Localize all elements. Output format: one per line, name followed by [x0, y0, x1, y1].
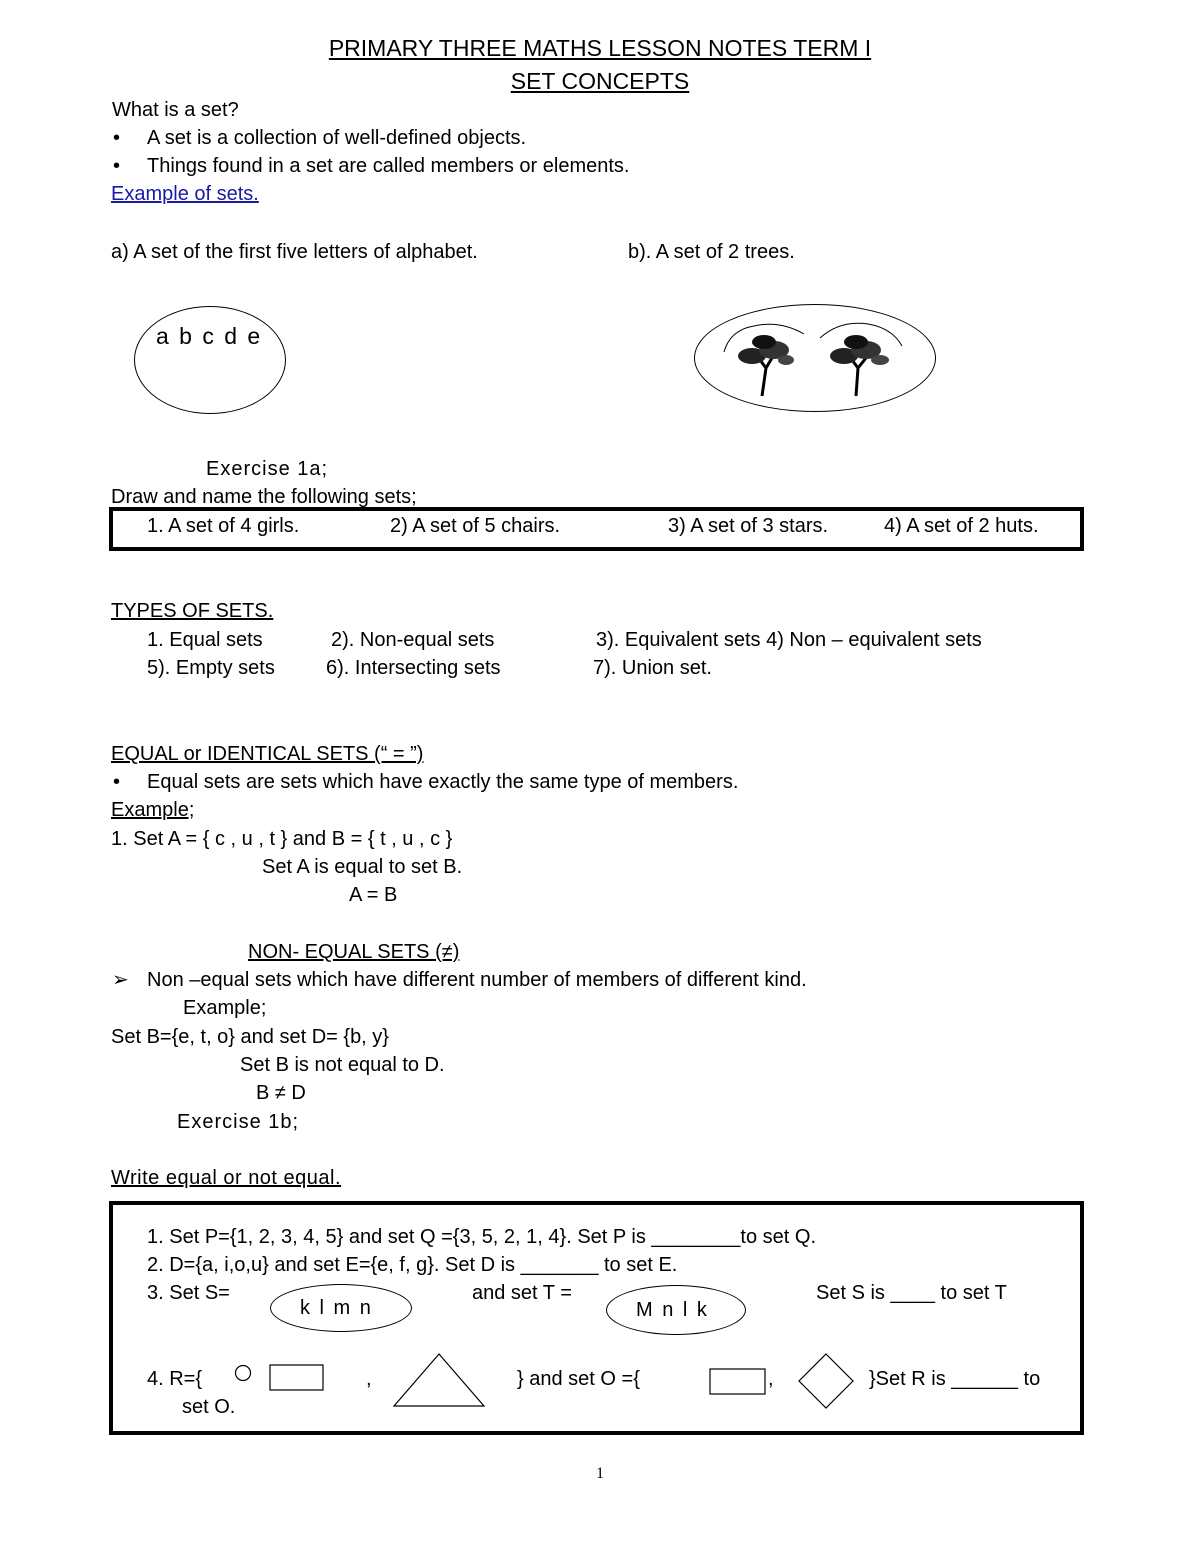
draw-instruction: Draw and name the following sets;	[111, 486, 417, 508]
exercise-question-2: 2. D={a, i,o,u} and set E={e, f, g}. Set D is _______ to set E.	[147, 1254, 678, 1276]
exercise-item: 3) A set of 3 stars.	[668, 515, 829, 537]
nonequal-definition: Non –equal sets which have different number of members of different kind.	[147, 969, 807, 991]
exercise-question-4-mid: } and set O ={	[517, 1368, 640, 1390]
equal-example-line: 1. Set A = { c , u , t } and B = { t , u , c }	[111, 828, 453, 850]
circle-shape-icon	[234, 1364, 252, 1382]
trees-illustration	[716, 312, 916, 404]
exercise-question-4-continued: set O.	[182, 1396, 236, 1418]
bullet-marker: •	[113, 771, 121, 793]
type-item: 3). Equivalent sets 4) Non – equivalent sets	[596, 629, 982, 651]
rectangle-shape-icon	[709, 1368, 767, 1396]
exercise-item: 2) A set of 5 chairs.	[390, 515, 561, 537]
triangle-shape-icon	[392, 1352, 486, 1408]
examples-heading: Example of sets.	[111, 183, 259, 205]
write-instruction: Write equal or not equal.	[111, 1167, 342, 1189]
type-item: 2). Non-equal sets	[331, 629, 495, 651]
tree-icon	[738, 335, 794, 396]
nonequal-example-line: Set B={e, t, o} and set D= {b, y}	[111, 1026, 389, 1048]
type-item: 6). Intersecting sets	[326, 657, 501, 679]
bullet-marker: •	[113, 127, 121, 149]
exercise-question-4-end: }Set R is ______ to	[869, 1368, 1041, 1390]
type-item: 1. Equal sets	[147, 629, 263, 651]
diamond-shape-icon	[797, 1352, 855, 1410]
example-label: Example;	[111, 799, 195, 821]
equal-sets-heading: EQUAL or IDENTICAL SETS (“ = ”)	[111, 743, 424, 765]
arrow-bullet-icon: ➢	[112, 969, 129, 991]
exercise-question-4-start: 4. R={	[147, 1368, 203, 1390]
tree-icon	[830, 335, 889, 396]
exercise-1a-heading: Exercise 1a;	[206, 458, 329, 480]
rectangle-shape-icon	[269, 1364, 325, 1392]
type-item: 7). Union set.	[593, 657, 712, 679]
comma: ,	[366, 1368, 372, 1390]
type-item: 5). Empty sets	[147, 657, 275, 679]
equal-sets-definition: Equal sets are sets which have exactly the same type of members.	[147, 771, 739, 793]
set-t-members: M n l k	[636, 1299, 709, 1321]
page-number: 1	[596, 1465, 604, 1482]
example-a-caption: a) A set of the first five letters of alphabet.	[111, 241, 478, 263]
equal-example-equation: A = B	[349, 884, 398, 906]
exercise-item: 1. A set of 4 girls.	[147, 515, 300, 537]
definition-bullet: A set is a collection of well-defined objects.	[147, 127, 527, 149]
exercise-question-1: 1. Set P={1, 2, 3, 4, 5} and set Q ={3, 5, 2, 1, 4}. Set P is ________to set Q.	[147, 1226, 816, 1248]
nonequal-example-result: Set B is not equal to D.	[240, 1054, 445, 1076]
members-bullet: Things found in a set are called members or elements.	[147, 155, 630, 177]
page-title: PRIMARY THREE MATHS LESSON NOTES TERM I	[328, 35, 872, 61]
exercise-1b-heading: Exercise 1b;	[177, 1111, 300, 1133]
letters-set-members: a b c d e	[156, 323, 263, 349]
nonequal-example-equation: B ≠ D	[256, 1082, 306, 1104]
nonequal-sets-heading: NON- EQUAL SETS (≠)	[248, 941, 460, 963]
comma: ,	[768, 1368, 774, 1390]
page-subtitle: SET CONCEPTS	[510, 68, 690, 94]
set-s-members: k l m n	[300, 1297, 373, 1319]
exercise-question-3-end: Set S is ____ to set T	[816, 1282, 1007, 1304]
example-b-caption: b). A set of 2 trees.	[628, 241, 795, 263]
equal-example-result: Set A is equal to set B.	[262, 856, 463, 878]
exercise-item: 4) A set of 2 huts.	[884, 515, 1039, 537]
nonequal-example-label: Example;	[183, 997, 267, 1019]
exercise-question-3-mid: and set T =	[472, 1282, 572, 1304]
question-what-is-set: What is a set?	[112, 99, 239, 121]
exercise-question-3-start: 3. Set S=	[147, 1282, 230, 1304]
bullet-marker: •	[113, 155, 121, 177]
types-heading: TYPES OF SETS.	[111, 600, 274, 622]
